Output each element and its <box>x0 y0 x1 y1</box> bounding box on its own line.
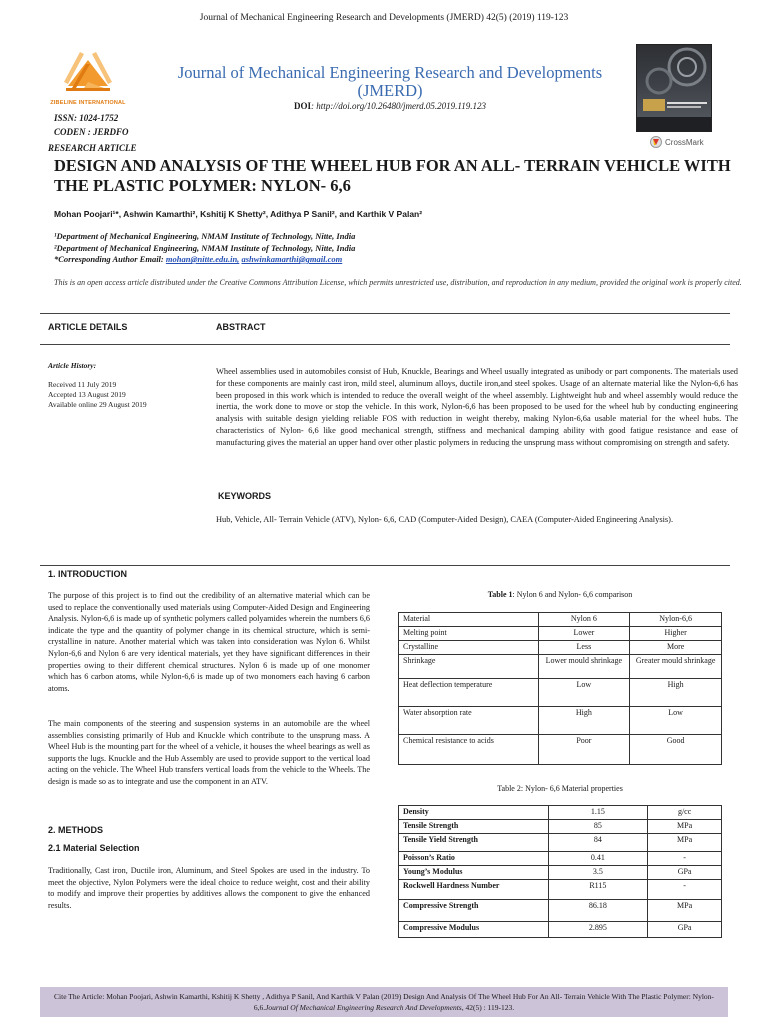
citation-text: Cite The Article: Mohan Poojari, Ashwin Kamarthi, Kshitij K Shetty , Adithya P Sanil, And Karthik V Palan (2019) Design And Analysis Of The Wheel Hub For An All- Terrain Vehicle With The Plastic Polymer: Nylon- 6,6. <box>54 992 714 1012</box>
table-2 <box>398 805 722 938</box>
table-cell: MPa <box>648 900 722 922</box>
affiliation-2: ²Department of Mechanical Engineering, NMAM Institute of Technology, Nitte, India <box>54 242 356 253</box>
table-row <box>399 613 722 627</box>
table-cell: Melting point <box>399 627 539 641</box>
issn: ISSN: 1024-1752 <box>54 113 119 123</box>
keywords-heading: KEYWORDS <box>218 491 272 501</box>
table-cell: g/cc <box>648 806 722 820</box>
online-date: Available online 29 August 2019 <box>48 400 147 409</box>
material-selection-heading: 2.1 Material Selection <box>48 843 140 853</box>
table-cell: - <box>648 852 722 866</box>
table-cell: R115 <box>548 880 648 900</box>
table-cell: 1.15 <box>548 806 648 820</box>
running-head: Journal of Mechanical Engineering Research and Developments (JMERD) 42(5) (2019) 119-123 <box>199 13 569 23</box>
table-cell: More <box>630 641 722 655</box>
table-cell: 0.41 <box>548 852 648 866</box>
affiliations <box>54 231 744 266</box>
table-cell: Young’s Modulus <box>399 866 549 880</box>
table-cell: Compressive Strength <box>399 900 549 922</box>
keywords: Hub, Vehicle, All- Terrain Vehicle (ATV), Nylon- 6,6, CAD (Computer-Aided Design), CAEA (Computer-Aided Engineering Analysis). <box>216 515 674 524</box>
table-row <box>399 627 722 641</box>
citation-journal: Journal Of Mechanical Engineering Research And Developments, <box>265 1003 464 1012</box>
publisher-logo-text: ZIBELINE INTERNATIONAL <box>50 100 126 106</box>
table-row <box>399 866 722 880</box>
table-1 <box>398 612 722 765</box>
table-cell: Tensile Yield Strength <box>399 834 549 852</box>
table-cell: Less <box>538 641 630 655</box>
corresponding-label: *Corresponding Author Email: <box>54 254 164 264</box>
table-cell: Poisson’s Ratio <box>399 852 549 866</box>
table-2-caption: Table 2: Nylon- 6,6 Material properties <box>497 784 623 793</box>
table-cell: Low <box>630 707 722 735</box>
introduction-paragraph-1: The purpose of this project is to find out the credibility of an alternative material which can be used to replace the conventionally used materials using Computer-Aided Design and Engineering Analysis. Nylon-6,6 is made up of synthetic polymers called polyamides wherein the numbers 6,6 indicate the type and the quantity of polymer change in its chemical structure, which is semi-crystalline in nature. Another material which was taken into consideration was Nylon 6. Whilst Nylon-6,6 and Nylon 6 are very identical materials, yet they have significant differences in their properties owing to their different chemical structures. Nylon 6 is made up of one monomer which has 6 carbon atoms, while Nylon-6,6 is made up of two monomers each having 6 carbon atoms. <box>48 591 370 693</box>
author-list: Mohan Poojari¹*, Ashwin Kamarthi², Kshitij K Shetty², Adithya P Sanil², and Karthik V Palan² <box>54 209 423 219</box>
table-1-caption <box>398 590 722 599</box>
table-cell: Shrinkage <box>399 655 539 679</box>
table-cell: Tensile Strength <box>399 820 549 834</box>
table-cell: Higher <box>630 627 722 641</box>
table-cell: High <box>630 679 722 707</box>
table-cell: Good <box>630 735 722 765</box>
history-label: Article History: <box>48 361 97 370</box>
license-statement: This is an open access article distributed under the Creative Commons Attribution License, which permits unrestricted use, distribution, and reproduction in any medium, provided the original work is properly cited. <box>54 278 742 287</box>
abstract-heading: ABSTRACT <box>216 322 266 332</box>
table-cell: Greater mould shrinkage <box>630 655 722 679</box>
introduction-heading: 1. INTRODUCTION <box>48 569 128 579</box>
table-cell: Low <box>538 679 630 707</box>
table-row <box>399 852 722 866</box>
table-cell: 85 <box>548 820 648 834</box>
table-cell: Lower <box>538 627 630 641</box>
table-cell: Material <box>399 613 539 627</box>
table-row <box>399 834 722 852</box>
corresponding-author <box>54 254 744 266</box>
table-row <box>399 922 722 938</box>
methods-heading: 2. METHODS <box>48 825 104 835</box>
accepted-date: Accepted 13 August 2019 <box>48 390 126 399</box>
article-type: RESEARCH ARTICLE <box>48 143 137 153</box>
table-cell: 2.895 <box>548 922 648 938</box>
table-row <box>399 806 722 820</box>
journal-cover-image <box>636 44 712 132</box>
introduction-paragraph-2: The main components of the steering and suspension systems in an automobile are the wheel assemblies consisting primarily of Hub and Knuckle which contribute to the unsprung mass. A Wheel Hub is the mounting part for the wheel of a vehicle, it houses the wheel bearings as well as supports the lugs. Knuckle and the Hub Assembly are used to provide support to the vertical load acting on the vehicle. The Wheel Hub transfers vertical loads from the vehicle to the Wheels. The design is made so as to integrate and use the component in an ATV. <box>48 719 370 786</box>
table-row <box>399 880 722 900</box>
table-row <box>399 655 722 679</box>
citation-footer <box>40 987 728 1017</box>
abstract-text: Wheel assemblies used in automobiles consist of Hub, Knuckle, Bearings and Wheel usually integrated as unibody or part components. The materials used for these components are mainly cast iron, mild steel, aluminum alloys, ductile iron,and steel spokes. Usage of an alternate material like the Nylon-6,6 has been proposed in this work which is intended to reduce the overall weight of the wheel assembly. Lightweight hub and wheel assembly would reduce the inertia, the work done to move or stop the vehicle. In this work, Nylon-6,6 has been proposed to be used for the wheel hub by conducting engineering analysis with suitable design yielding reliable FOS with reduction in weight thereby, making Nylon-6,6a usable material for the wheel hubs. The characteristics of Nylon- 6,6 like good mechanical strength, stiffness and mechanical damping ability with good fatigue resistance and ease of manufacturing gives the material an upper hand over other plastic polymers in reducing the unsprung mass without compromising on strength and safety. <box>216 367 738 447</box>
table-1-caption-text: : Nylon 6 and Nylon- 6,6 comparison <box>512 590 633 599</box>
divider <box>40 565 730 566</box>
divider <box>40 344 730 345</box>
email-link-2[interactable]: ashwinkamarthi@gmail.com <box>241 254 343 264</box>
table-cell: Nylon 6 <box>538 613 630 627</box>
table-cell: Water absorption rate <box>399 707 539 735</box>
table-cell: Lower mould shrinkage <box>538 655 630 679</box>
table-cell: Heat deflection temperature <box>399 679 539 707</box>
email-link-1[interactable]: mohan@nitte.edu.in, <box>165 254 240 264</box>
table-row <box>399 900 722 922</box>
table-row <box>399 679 722 707</box>
doi-label: DOI <box>294 101 312 111</box>
table-cell: Rockwell Hardness Number <box>399 880 549 900</box>
table-cell: Chemical resistance to acids <box>399 735 539 765</box>
table-cell: Density <box>399 806 549 820</box>
journal-title: Journal of Mechanical Engineering Research and Developments (JMERD) <box>177 63 603 100</box>
material-selection-paragraph: Traditionally, Cast iron, Ductile iron, Aluminum, and Steel Spokes are used in the industry. To meet the objective, Nylon Polymers were the ideal choice to reduce weight, cost and their ability to modify and improve their properties by additives allows the component to give the enhanced results. <box>48 866 370 910</box>
citation-pages: 42(5) : 119-123. <box>463 1003 515 1012</box>
crossmark-badge[interactable] <box>650 136 704 148</box>
table-row <box>399 820 722 834</box>
table-cell: High <box>538 707 630 735</box>
table-cell: Poor <box>538 735 630 765</box>
paper-title: DESIGN AND ANALYSIS OF THE WHEEL HUB FOR AN ALL- TERRAIN VEHICLE WITH THE PLASTIC POLYMER: NYLON- 6,6 <box>54 156 731 195</box>
crossmark-label: CrossMark <box>665 137 704 147</box>
table-row <box>399 707 722 735</box>
table-cell: Crystalline <box>399 641 539 655</box>
doi-line <box>150 101 630 111</box>
table-cell: Nylon-6,6 <box>630 613 722 627</box>
table-cell: GPa <box>648 866 722 880</box>
table-cell: Compressive Modulus <box>399 922 549 938</box>
table-cell: GPa <box>648 922 722 938</box>
table-cell: MPa <box>648 834 722 852</box>
table-cell: 3.5 <box>548 866 648 880</box>
divider <box>40 313 730 314</box>
received-date: Received 11 July 2019 <box>48 380 117 389</box>
crossmark-icon <box>650 136 662 148</box>
doi-link[interactable]: : http://doi.org/10.26480/jmerd.05.2019.119.123 <box>311 101 486 111</box>
article-history <box>48 380 147 410</box>
table-cell: - <box>648 880 722 900</box>
article-details-heading: ARTICLE DETAILS <box>48 322 128 332</box>
table-cell: 84 <box>548 834 648 852</box>
table-row <box>399 735 722 765</box>
table-row <box>399 641 722 655</box>
coden: CODEN : JERDFO <box>54 127 129 137</box>
table-1-label: Table 1 <box>487 590 513 599</box>
affiliation-1: ¹Department of Mechanical Engineering, NMAM Institute of Technology, Nitte, India <box>54 231 356 241</box>
table-cell: 86.18 <box>548 900 648 922</box>
table-cell: MPa <box>648 820 722 834</box>
